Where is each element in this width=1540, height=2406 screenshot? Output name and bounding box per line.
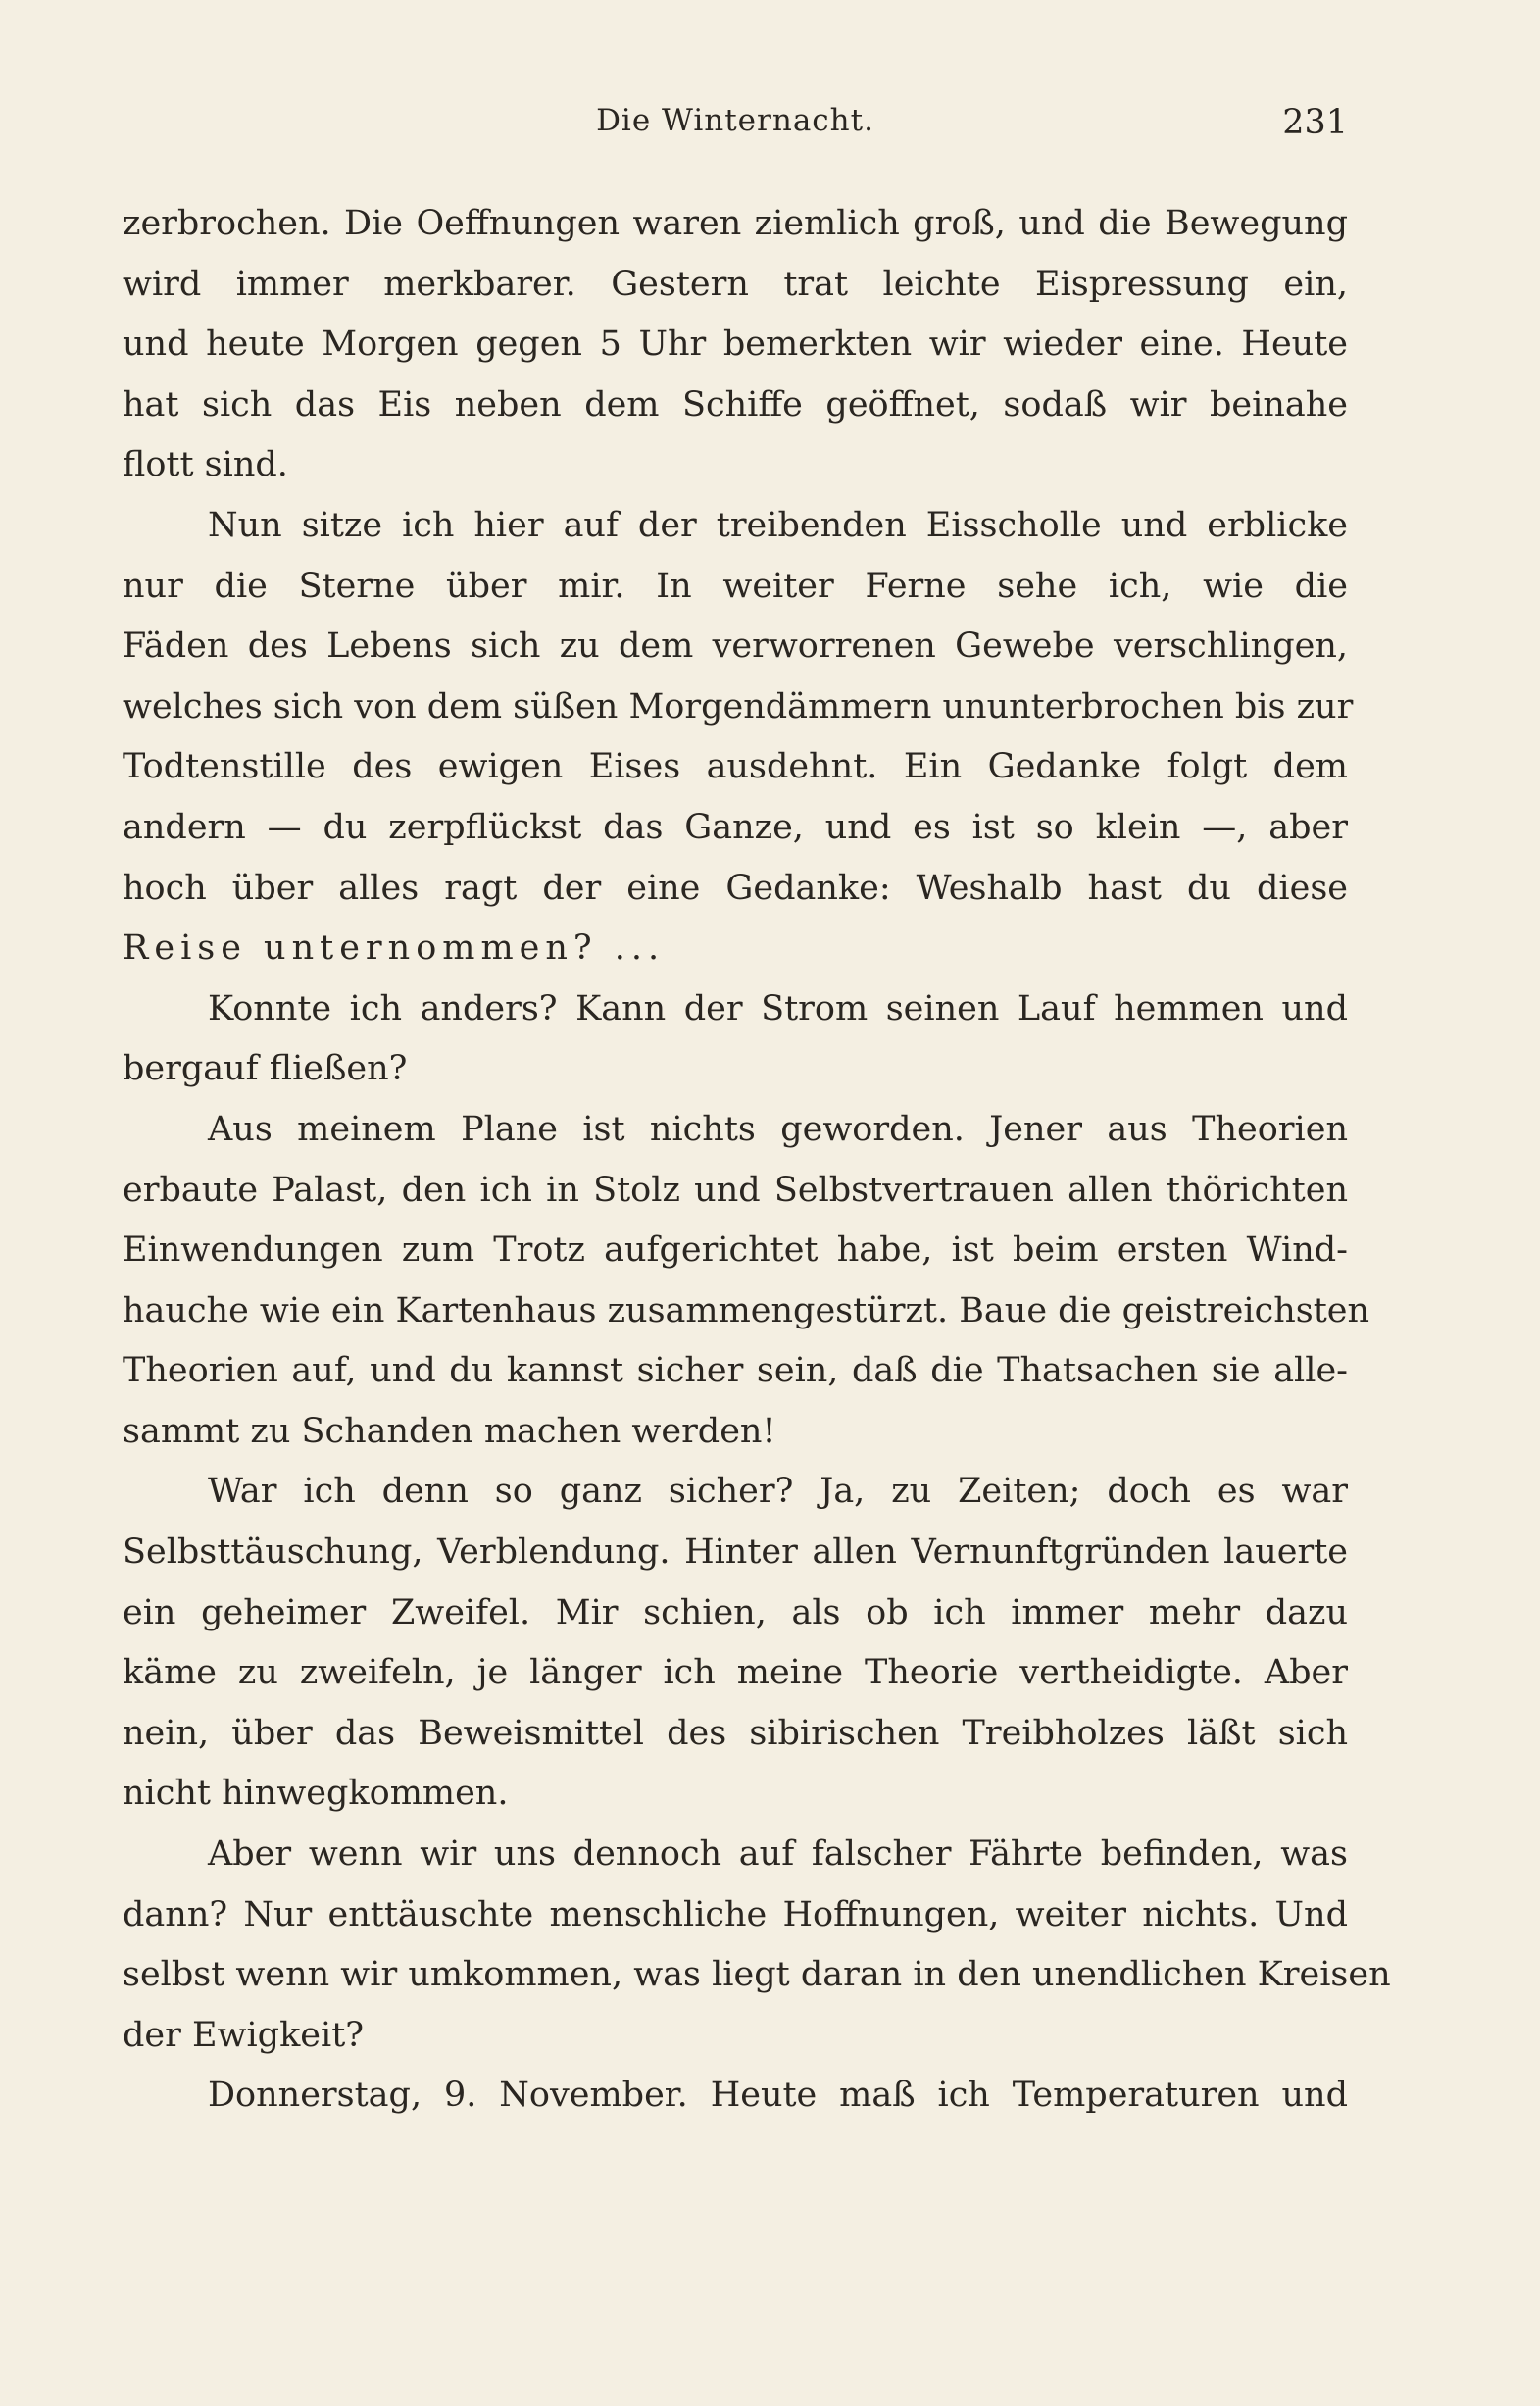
text-line: Donnerstag, 9. November. Heute maß ich Temperaturen und	[208, 2076, 1348, 2116]
text-line: Aber wenn wir uns dennoch auf falscher Fährte befinden, was	[208, 1834, 1348, 1875]
text-line: selbst wenn wir umkommen, was liegt daran in den unendlichen Kreisen	[123, 1955, 1391, 1995]
page-header	[123, 103, 1348, 152]
text-line: ein geheimer Zweifel. Mir schien, als ob ich immer mehr dazu	[123, 1592, 1348, 1632]
text-line: zerbrochen. Die Oeffnungen waren ziemlich groß, und die Bewegung	[123, 204, 1348, 243]
text-line: käme zu zweifeln, je länger ich meine Theorie vertheidigte. Aber	[123, 1653, 1348, 1693]
text-line: erbaute Palast, den ich in Stolz und Selbstvertrauen allen thörichten	[123, 1170, 1348, 1210]
text-line: hoch über alles ragt der eine Gedanke: Weshalb hast du diese	[123, 868, 1348, 908]
running-title: Die Winternacht.	[596, 103, 874, 138]
text-line: Theorien auf, und du kannst sicher sein, daß die Thatsachen sie alle-	[123, 1351, 1348, 1391]
text-line: Todtenstille des ewigen Eises ausdehnt. Ein Gedanke folgt dem	[123, 747, 1348, 787]
text-line: flott sind.	[123, 445, 288, 485]
page-number: 231	[1282, 103, 1348, 142]
text-line: dann? Nur enttäuschte menschliche Hoffnungen, weiter nichts. Und	[123, 1894, 1348, 1934]
text-line: nur die Sterne über mir. In weiter Ferne sehe ich, wie die	[123, 566, 1348, 606]
text-line: und heute Morgen gegen 5 Uhr bemerkten wir wieder eine. Heute	[123, 325, 1348, 365]
text-line: nicht hinwegkommen.	[123, 1774, 509, 1814]
text-line: sammt zu Schanden machen werden!	[123, 1411, 776, 1451]
text-line: Einwendungen zum Trotz aufgerichtet habe, ist beim ersten Wind-	[123, 1230, 1348, 1271]
text-line: andern — du zerpflückst das Ganze, und es ist so klein —, aber	[123, 807, 1348, 847]
text-line: bergauf fließen?	[123, 1049, 408, 1089]
text-line: Konnte ich anders? Kann der Strom seinen Lauf hemmen und	[208, 988, 1348, 1028]
text-line: Nun sitze ich hier auf der treibenden Eisscholle und erblicke	[208, 505, 1348, 545]
text-line: Selbsttäuschung, Verblendung. Hinter allen Vernunftgründen lauerte	[123, 1532, 1348, 1573]
text-line: Aus meinem Plane ist nichts geworden. Jener aus Theorien	[208, 1109, 1348, 1149]
text-line: Reise unternommen? ...	[123, 928, 666, 969]
text-line: wird immer merkbarer. Gestern trat leichte Eispressung ein,	[123, 264, 1348, 304]
text-line: hauche wie ein Kartenhaus zusammengestürzt. Baue die geistreichsten	[123, 1290, 1370, 1330]
text-line: nein, über das Beweismittel des sibirischen Treibholzes läßt sich	[123, 1713, 1348, 1753]
text-line: Fäden des Lebens sich zu dem verworrenen Gewebe verschlingen,	[123, 627, 1348, 667]
page-body	[123, 194, 1391, 2127]
text-line: der Ewigkeit?	[123, 2015, 365, 2055]
text-line: hat sich das Eis neben dem Schiffe geöffnet, sodaß wir beinahe	[123, 384, 1348, 425]
text-line: welches sich von dem süßen Morgendämmern ununterbrochen bis zur	[123, 686, 1354, 727]
text-line: War ich denn so ganz sicher? Ja, zu Zeiten; doch es war	[208, 1472, 1348, 1512]
